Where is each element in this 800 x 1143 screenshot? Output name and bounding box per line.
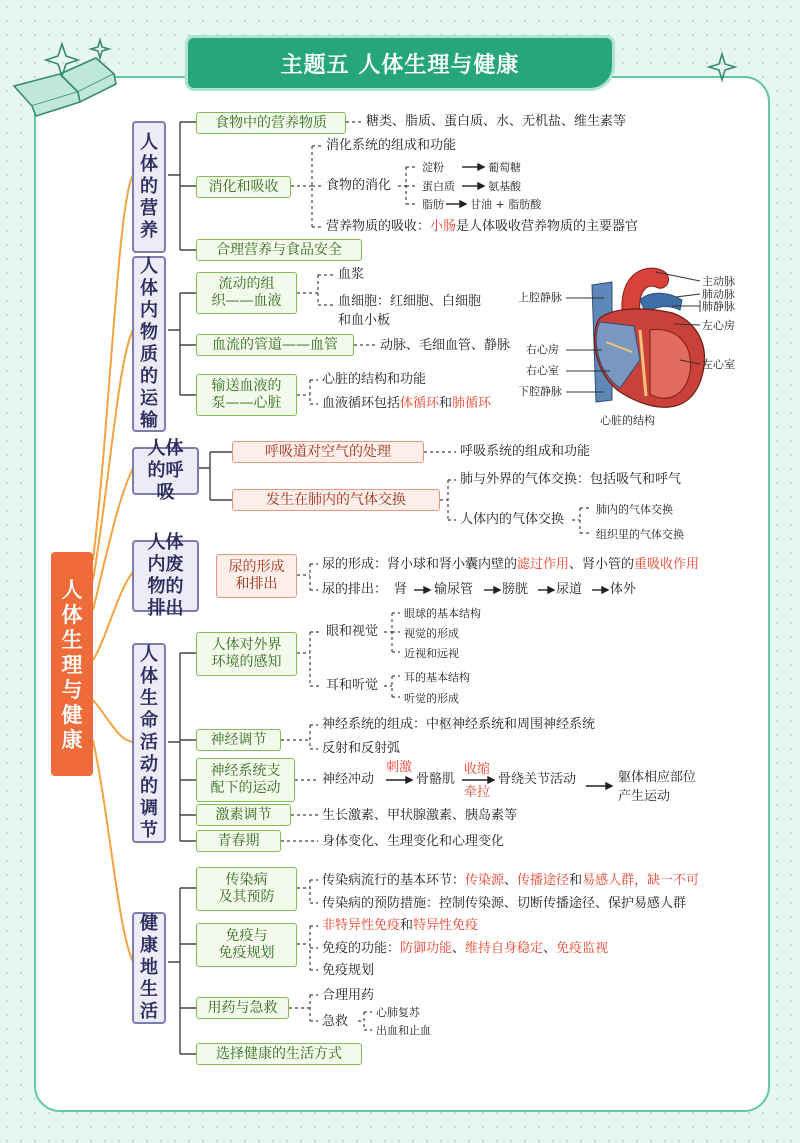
text-lung-exchange: 肺与外界的气体交换：包括吸气和呼气	[460, 472, 682, 487]
text-body-part: 躯体相应部位	[618, 770, 697, 785]
text-vision-formation: 视觉的形成	[404, 627, 459, 640]
node-food-nutrients: 食物中的营养物质	[196, 112, 346, 134]
node-diet-safety: 合理营养与食品安全	[196, 239, 362, 261]
heart-figure-caption: 心脏的结构	[600, 414, 655, 427]
text-blood-cells: 血细胞：红细胞、白细胞	[338, 294, 482, 309]
text-path-urethra: 尿道	[556, 582, 583, 597]
text-skeletal-muscle: 骨骼肌	[416, 772, 456, 787]
text-pull: 牵拉	[464, 785, 491, 800]
text-food-nutrients-detail: 糖类、脂质、蛋白质、水、无机盐、维生素等	[366, 114, 627, 129]
text-rational-medicine: 合理用药	[322, 988, 375, 1003]
text-internal-exchange: 人体内的气体交换	[460, 512, 565, 527]
text-joint-movement: 骨绕关节活动	[498, 772, 577, 787]
text-immunity-types: 非特异性免疫和特异性免疫	[322, 918, 479, 933]
label-right-ventricle: 右心室	[526, 364, 559, 377]
node-hormone: 激素调节	[196, 804, 291, 826]
text-urine-out-label: 尿的排出：	[322, 582, 388, 597]
text-puberty-changes: 身体变化、生理变化和心理变化	[322, 834, 505, 849]
text-first-aid: 急救	[322, 1014, 349, 1029]
text-hormones: 生长激素、甲状腺激素、胰岛素等	[322, 808, 518, 823]
category-excretion: 人体内废物的排出	[132, 540, 199, 612]
label-left-atrium: 左心房	[702, 319, 735, 332]
text-fat: 脂肪	[422, 198, 444, 211]
node-healthy-lifestyle: 选择健康的生活方式	[196, 1043, 362, 1065]
text-myopia-hyperopia: 近视和远视	[404, 647, 459, 660]
text-respiratory-system: 呼吸系统的组成和功能	[460, 444, 591, 459]
category-respiration: 人体的呼吸	[132, 447, 199, 495]
text-prevention: 传染病的预防措施：控制传染源、切断传播途径、保护易感人群	[322, 896, 687, 911]
label-left-ventricle: 左心室	[702, 358, 735, 371]
label-aorta: 主动脉	[702, 275, 735, 288]
text-ear-hearing: 耳和听觉	[326, 678, 379, 693]
node-urine: 尿的形成 和排出	[216, 554, 297, 598]
text-bleeding: 出血和止血	[376, 1024, 431, 1037]
text-path-outside: 体外	[610, 582, 637, 597]
text-produce-motion: 产生运动	[618, 789, 671, 804]
heart-illustration	[592, 268, 704, 407]
category-regulation: 人体生命活动的调节	[132, 643, 166, 843]
text-nerve-impulse: 神经冲动	[322, 772, 375, 787]
label-svc: 上腔静脉	[518, 291, 562, 304]
node-nervous: 神经调节	[196, 729, 281, 751]
text-digestive-system: 消化系统的组成和功能	[326, 138, 457, 153]
text-protein: 蛋白质	[422, 180, 455, 193]
node-blood: 流动的组 织——血液	[196, 272, 297, 314]
node-sense: 人体对外界 环境的感知	[196, 632, 297, 676]
node-gas-exchange: 发生在肺内的气体交换	[232, 489, 440, 511]
label-pulmonary-artery: 肺动脉	[702, 288, 735, 301]
text-eye-vision: 眼和视觉	[326, 624, 379, 639]
text-stimulus: 刺激	[386, 760, 413, 775]
node-airway: 呼吸道对空气的处理	[232, 441, 424, 463]
node-immunity: 免疫与 免疫规划	[196, 923, 297, 967]
text-immunity-functions: 免疫的功能：防御功能、维持自身稳定、免疫监视	[322, 941, 609, 956]
text-platelets: 和血小板	[338, 313, 391, 328]
node-heart: 输送血液的 泵——心脏	[196, 374, 297, 416]
text-hearing-formation: 听觉的形成	[404, 692, 459, 705]
category-transport: 人体内物质的运输	[132, 256, 166, 432]
text-vessels-detail: 动脉、毛细血管、静脉	[380, 338, 511, 353]
node-vessels: 血流的管道——血管	[196, 334, 354, 356]
label-ivc: 下腔静脉	[518, 385, 562, 398]
text-reflex: 反射和反射弧	[322, 741, 401, 756]
node-digestion: 消化和吸收	[196, 176, 291, 198]
root-node: 人体生理与健康	[51, 552, 93, 776]
text-immunization: 免疫规划	[322, 963, 375, 978]
text-contract: 收缩	[464, 762, 491, 777]
text-cpr: 心肺复苏	[376, 1006, 420, 1019]
text-nervous-system: 神经系统的组成：中枢神经系统和周围神经系统	[322, 717, 596, 732]
text-path-ureter: 输尿管	[434, 582, 474, 597]
node-infectious: 传染病 及其预防	[196, 867, 297, 911]
text-urine-formation: 尿的形成：肾小球和肾小囊内壁的滤过作用、肾小管的重吸收作用	[322, 557, 700, 572]
text-absorption: 营养物质的吸收：小肠是人体吸收营养物质的主要器官	[326, 219, 639, 234]
category-nutrition: 人体的营养	[132, 121, 166, 253]
label-right-atrium: 右心房	[526, 343, 559, 356]
text-food-digestion: 食物的消化	[326, 178, 392, 193]
text-glucose: 葡萄糖	[488, 161, 521, 174]
text-tissue-gas-exchange: 组织里的气体交换	[596, 528, 684, 541]
node-motion: 神经系统支 配下的运动	[196, 758, 295, 802]
text-amino-acid: 氨基酸	[488, 180, 521, 193]
text-lung-gas-exchange: 肺内的气体交换	[596, 503, 673, 516]
text-ear-structure: 耳的基本结构	[404, 671, 470, 684]
label-pulmonary-vein: 肺静脉	[702, 300, 735, 313]
node-medicine: 用药与急救	[196, 997, 289, 1019]
text-path-bladder: 膀胱	[502, 582, 529, 597]
text-infection-chain: 传染病流行的基本环节：传染源、传播途径和易感人群，缺一不可	[322, 873, 700, 888]
text-plasma: 血浆	[338, 267, 365, 282]
text-heart-structure: 心脏的结构和功能	[322, 372, 427, 387]
text-path-kidney: 肾	[394, 582, 408, 597]
text-starch: 淀粉	[422, 161, 444, 174]
page-title: 主题五 人体生理与健康	[188, 38, 612, 88]
text-glycerol: 甘油 + 脂肪酸	[470, 198, 542, 211]
text-eyeball-structure: 眼球的基本结构	[404, 607, 481, 620]
category-health: 健康地生活	[132, 912, 166, 1024]
node-puberty: 青春期	[196, 830, 281, 852]
text-blood-circulation: 血液循环包括体循环和肺循环	[322, 396, 492, 411]
